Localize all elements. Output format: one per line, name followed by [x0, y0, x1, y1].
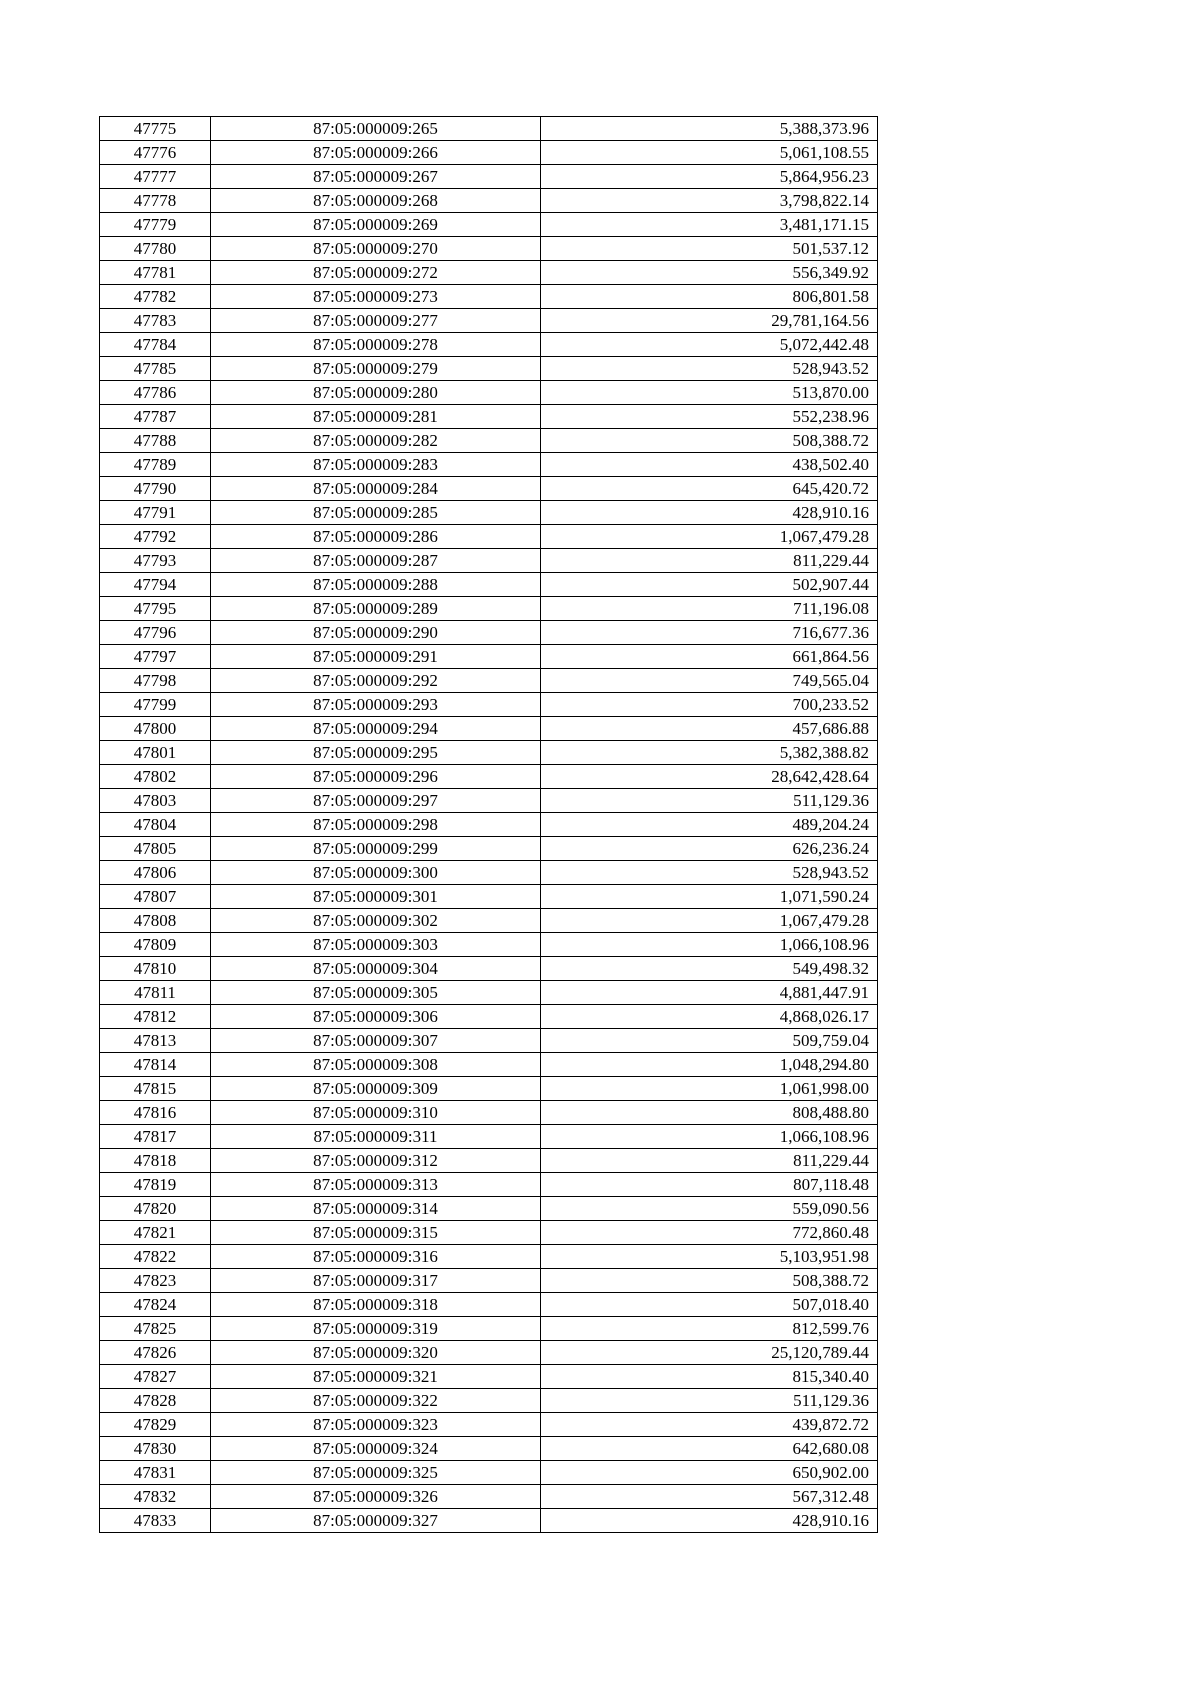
row-number-cell: 47815 [100, 1077, 211, 1101]
value-cell: 509,759.04 [541, 1029, 878, 1053]
table-row [100, 909, 878, 933]
row-number-cell: 47778 [100, 189, 211, 213]
cadastral-number-cell: 87:05:000009:306 [211, 1005, 541, 1029]
value-cell: 28,642,428.64 [541, 765, 878, 789]
table-row [100, 1461, 878, 1485]
table-row [100, 1197, 878, 1221]
cadastral-number-cell: 87:05:000009:296 [211, 765, 541, 789]
table-row [100, 837, 878, 861]
value-cell: 489,204.24 [541, 813, 878, 837]
value-cell: 511,129.36 [541, 789, 878, 813]
table-row [100, 477, 878, 501]
table-row [100, 885, 878, 909]
value-cell: 716,677.36 [541, 621, 878, 645]
cadastral-number-cell: 87:05:000009:324 [211, 1437, 541, 1461]
table-row [100, 357, 878, 381]
row-number-cell: 47789 [100, 453, 211, 477]
cadastral-number-cell: 87:05:000009:265 [211, 117, 541, 141]
row-number-cell: 47784 [100, 333, 211, 357]
cadastral-number-cell: 87:05:000009:299 [211, 837, 541, 861]
row-number-cell: 47808 [100, 909, 211, 933]
cadastral-number-cell: 87:05:000009:283 [211, 453, 541, 477]
value-cell: 806,801.58 [541, 285, 878, 309]
table-row [100, 165, 878, 189]
cadastral-number-cell: 87:05:000009:286 [211, 525, 541, 549]
table-row [100, 789, 878, 813]
cadastral-number-cell: 87:05:000009:321 [211, 1365, 541, 1389]
row-number-cell: 47803 [100, 789, 211, 813]
value-cell: 428,910.16 [541, 501, 878, 525]
table-row [100, 1101, 878, 1125]
row-number-cell: 47793 [100, 549, 211, 573]
table-row [100, 1437, 878, 1461]
row-number-cell: 47821 [100, 1221, 211, 1245]
value-cell: 567,312.48 [541, 1485, 878, 1509]
table-row [100, 621, 878, 645]
value-cell: 3,798,822.14 [541, 189, 878, 213]
row-number-cell: 47809 [100, 933, 211, 957]
row-number-cell: 47811 [100, 981, 211, 1005]
value-cell: 457,686.88 [541, 717, 878, 741]
table-row [100, 693, 878, 717]
value-cell: 559,090.56 [541, 1197, 878, 1221]
cadastral-number-cell: 87:05:000009:298 [211, 813, 541, 837]
row-number-cell: 47795 [100, 597, 211, 621]
cadastral-number-cell: 87:05:000009:318 [211, 1293, 541, 1317]
row-number-cell: 47819 [100, 1173, 211, 1197]
table-row [100, 1413, 878, 1437]
cadastral-number-cell: 87:05:000009:312 [211, 1149, 541, 1173]
table-row [100, 861, 878, 885]
cadastral-number-cell: 87:05:000009:269 [211, 213, 541, 237]
cadastral-number-cell: 87:05:000009:300 [211, 861, 541, 885]
cadastral-number-cell: 87:05:000009:310 [211, 1101, 541, 1125]
value-cell: 508,388.72 [541, 1269, 878, 1293]
value-cell: 1,066,108.96 [541, 933, 878, 957]
table-row [100, 1389, 878, 1413]
row-number-cell: 47790 [100, 477, 211, 501]
cadastral-number-cell: 87:05:000009:322 [211, 1389, 541, 1413]
value-cell: 650,902.00 [541, 1461, 878, 1485]
cadastral-number-cell: 87:05:000009:279 [211, 357, 541, 381]
cadastral-number-cell: 87:05:000009:294 [211, 717, 541, 741]
value-cell: 749,565.04 [541, 669, 878, 693]
row-number-cell: 47813 [100, 1029, 211, 1053]
cadastral-number-cell: 87:05:000009:282 [211, 429, 541, 453]
value-cell: 815,340.40 [541, 1365, 878, 1389]
cadastral-number-cell: 87:05:000009:291 [211, 645, 541, 669]
value-cell: 5,382,388.82 [541, 741, 878, 765]
table-row [100, 1341, 878, 1365]
cadastral-number-cell: 87:05:000009:316 [211, 1245, 541, 1269]
value-cell: 700,233.52 [541, 693, 878, 717]
value-cell: 711,196.08 [541, 597, 878, 621]
row-number-cell: 47826 [100, 1341, 211, 1365]
table-row [100, 381, 878, 405]
table-row [100, 1053, 878, 1077]
table-row [100, 453, 878, 477]
value-cell: 645,420.72 [541, 477, 878, 501]
cadastral-number-cell: 87:05:000009:281 [211, 405, 541, 429]
cadastral-number-cell: 87:05:000009:315 [211, 1221, 541, 1245]
row-number-cell: 47796 [100, 621, 211, 645]
cadastral-number-cell: 87:05:000009:314 [211, 1197, 541, 1221]
value-cell: 508,388.72 [541, 429, 878, 453]
row-number-cell: 47775 [100, 117, 211, 141]
table-row [100, 1509, 878, 1533]
cadastral-number-cell: 87:05:000009:317 [211, 1269, 541, 1293]
row-number-cell: 47780 [100, 237, 211, 261]
row-number-cell: 47814 [100, 1053, 211, 1077]
table-row [100, 1005, 878, 1029]
table-row [100, 237, 878, 261]
row-number-cell: 47820 [100, 1197, 211, 1221]
row-number-cell: 47825 [100, 1317, 211, 1341]
value-cell: 4,881,447.91 [541, 981, 878, 1005]
row-number-cell: 47781 [100, 261, 211, 285]
table-row [100, 741, 878, 765]
value-cell: 29,781,164.56 [541, 309, 878, 333]
cadastral-number-cell: 87:05:000009:268 [211, 189, 541, 213]
value-cell: 552,238.96 [541, 405, 878, 429]
cadastral-number-cell: 87:05:000009:302 [211, 909, 541, 933]
row-number-cell: 47798 [100, 669, 211, 693]
value-cell: 438,502.40 [541, 453, 878, 477]
table-row [100, 285, 878, 309]
cadastral-number-cell: 87:05:000009:267 [211, 165, 541, 189]
cadastral-number-cell: 87:05:000009:292 [211, 669, 541, 693]
cadastral-number-cell: 87:05:000009:285 [211, 501, 541, 525]
value-cell: 1,061,998.00 [541, 1077, 878, 1101]
value-cell: 1,066,108.96 [541, 1125, 878, 1149]
row-number-cell: 47788 [100, 429, 211, 453]
cadastral-number-cell: 87:05:000009:309 [211, 1077, 541, 1101]
value-cell: 1,067,479.28 [541, 909, 878, 933]
data-table [99, 116, 878, 1533]
value-cell: 642,680.08 [541, 1437, 878, 1461]
cadastral-number-cell: 87:05:000009:311 [211, 1125, 541, 1149]
row-number-cell: 47779 [100, 213, 211, 237]
value-cell: 549,498.32 [541, 957, 878, 981]
value-cell: 5,864,956.23 [541, 165, 878, 189]
row-number-cell: 47810 [100, 957, 211, 981]
table-row [100, 1125, 878, 1149]
table-row [100, 1317, 878, 1341]
row-number-cell: 47802 [100, 765, 211, 789]
cadastral-number-cell: 87:05:000009:304 [211, 957, 541, 981]
value-cell: 439,872.72 [541, 1413, 878, 1437]
table-row [100, 645, 878, 669]
table-row [100, 429, 878, 453]
row-number-cell: 47787 [100, 405, 211, 429]
row-number-cell: 47822 [100, 1245, 211, 1269]
cadastral-number-cell: 87:05:000009:295 [211, 741, 541, 765]
value-cell: 5,061,108.55 [541, 141, 878, 165]
cadastral-number-cell: 87:05:000009:288 [211, 573, 541, 597]
value-cell: 556,349.92 [541, 261, 878, 285]
value-cell: 661,864.56 [541, 645, 878, 669]
cadastral-number-cell: 87:05:000009:290 [211, 621, 541, 645]
row-number-cell: 47833 [100, 1509, 211, 1533]
value-cell: 5,103,951.98 [541, 1245, 878, 1269]
cadastral-number-cell: 87:05:000009:266 [211, 141, 541, 165]
table-row [100, 981, 878, 1005]
table-row [100, 1485, 878, 1509]
table-row [100, 1245, 878, 1269]
row-number-cell: 47792 [100, 525, 211, 549]
value-cell: 1,067,479.28 [541, 525, 878, 549]
cadastral-number-cell: 87:05:000009:313 [211, 1173, 541, 1197]
row-number-cell: 47786 [100, 381, 211, 405]
table-row [100, 1293, 878, 1317]
cadastral-number-cell: 87:05:000009:305 [211, 981, 541, 1005]
row-number-cell: 47794 [100, 573, 211, 597]
cadastral-number-cell: 87:05:000009:327 [211, 1509, 541, 1533]
value-cell: 1,048,294.80 [541, 1053, 878, 1077]
value-cell: 811,229.44 [541, 1149, 878, 1173]
value-cell: 513,870.00 [541, 381, 878, 405]
row-number-cell: 47807 [100, 885, 211, 909]
row-number-cell: 47801 [100, 741, 211, 765]
cadastral-number-cell: 87:05:000009:289 [211, 597, 541, 621]
value-cell: 808,488.80 [541, 1101, 878, 1125]
table-row [100, 933, 878, 957]
table-row [100, 1269, 878, 1293]
value-cell: 5,388,373.96 [541, 117, 878, 141]
cadastral-number-cell: 87:05:000009:319 [211, 1317, 541, 1341]
table-row [100, 117, 878, 141]
table-row [100, 813, 878, 837]
cadastral-number-cell: 87:05:000009:293 [211, 693, 541, 717]
row-number-cell: 47799 [100, 693, 211, 717]
row-number-cell: 47829 [100, 1413, 211, 1437]
table-row [100, 501, 878, 525]
cadastral-number-cell: 87:05:000009:323 [211, 1413, 541, 1437]
row-number-cell: 47816 [100, 1101, 211, 1125]
table-row [100, 525, 878, 549]
value-cell: 528,943.52 [541, 861, 878, 885]
row-number-cell: 47804 [100, 813, 211, 837]
value-cell: 3,481,171.15 [541, 213, 878, 237]
value-cell: 507,018.40 [541, 1293, 878, 1317]
table-row [100, 405, 878, 429]
cadastral-number-cell: 87:05:000009:284 [211, 477, 541, 501]
row-number-cell: 47806 [100, 861, 211, 885]
value-cell: 807,118.48 [541, 1173, 878, 1197]
table-row [100, 549, 878, 573]
table-row [100, 957, 878, 981]
cadastral-number-cell: 87:05:000009:277 [211, 309, 541, 333]
row-number-cell: 47791 [100, 501, 211, 525]
cadastral-number-cell: 87:05:000009:273 [211, 285, 541, 309]
value-cell: 812,599.76 [541, 1317, 878, 1341]
cadastral-number-cell: 87:05:000009:325 [211, 1461, 541, 1485]
row-number-cell: 47797 [100, 645, 211, 669]
row-number-cell: 47817 [100, 1125, 211, 1149]
row-number-cell: 47783 [100, 309, 211, 333]
table-row [100, 333, 878, 357]
cadastral-number-cell: 87:05:000009:303 [211, 933, 541, 957]
row-number-cell: 47812 [100, 1005, 211, 1029]
table-row [100, 141, 878, 165]
cadastral-number-cell: 87:05:000009:320 [211, 1341, 541, 1365]
row-number-cell: 47823 [100, 1269, 211, 1293]
row-number-cell: 47818 [100, 1149, 211, 1173]
table-row [100, 669, 878, 693]
value-cell: 528,943.52 [541, 357, 878, 381]
table-row [100, 717, 878, 741]
row-number-cell: 47832 [100, 1485, 211, 1509]
table-row [100, 189, 878, 213]
value-cell: 428,910.16 [541, 1509, 878, 1533]
table-row [100, 1221, 878, 1245]
row-number-cell: 47824 [100, 1293, 211, 1317]
value-cell: 626,236.24 [541, 837, 878, 861]
table-row [100, 213, 878, 237]
cadastral-number-cell: 87:05:000009:287 [211, 549, 541, 573]
cadastral-number-cell: 87:05:000009:270 [211, 237, 541, 261]
row-number-cell: 47827 [100, 1365, 211, 1389]
value-cell: 511,129.36 [541, 1389, 878, 1413]
row-number-cell: 47800 [100, 717, 211, 741]
table-row [100, 1173, 878, 1197]
table-row [100, 261, 878, 285]
cadastral-number-cell: 87:05:000009:280 [211, 381, 541, 405]
row-number-cell: 47828 [100, 1389, 211, 1413]
table-row [100, 573, 878, 597]
cadastral-number-cell: 87:05:000009:272 [211, 261, 541, 285]
table-row [100, 1365, 878, 1389]
row-number-cell: 47805 [100, 837, 211, 861]
table-row [100, 309, 878, 333]
cadastral-number-cell: 87:05:000009:307 [211, 1029, 541, 1053]
value-cell: 811,229.44 [541, 549, 878, 573]
row-number-cell: 47785 [100, 357, 211, 381]
cadastral-number-cell: 87:05:000009:278 [211, 333, 541, 357]
value-cell: 25,120,789.44 [541, 1341, 878, 1365]
table-row [100, 1029, 878, 1053]
value-cell: 4,868,026.17 [541, 1005, 878, 1029]
cadastral-number-cell: 87:05:000009:301 [211, 885, 541, 909]
table-row [100, 765, 878, 789]
value-cell: 1,071,590.24 [541, 885, 878, 909]
value-cell: 502,907.44 [541, 573, 878, 597]
row-number-cell: 47777 [100, 165, 211, 189]
table-row [100, 1077, 878, 1101]
cadastral-number-cell: 87:05:000009:326 [211, 1485, 541, 1509]
table-row [100, 1149, 878, 1173]
row-number-cell: 47831 [100, 1461, 211, 1485]
cadastral-number-cell: 87:05:000009:308 [211, 1053, 541, 1077]
table-row [100, 597, 878, 621]
cadastral-number-cell: 87:05:000009:297 [211, 789, 541, 813]
row-number-cell: 47782 [100, 285, 211, 309]
value-cell: 5,072,442.48 [541, 333, 878, 357]
value-cell: 501,537.12 [541, 237, 878, 261]
value-cell: 772,860.48 [541, 1221, 878, 1245]
row-number-cell: 47776 [100, 141, 211, 165]
data-table-body [100, 117, 878, 1533]
row-number-cell: 47830 [100, 1437, 211, 1461]
